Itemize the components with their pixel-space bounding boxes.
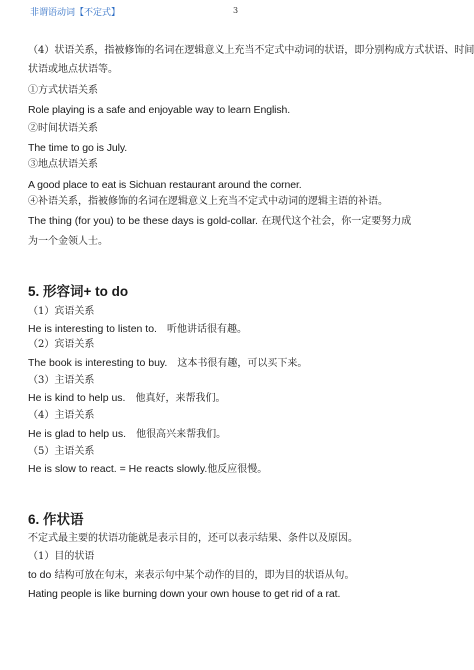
paragraph-line: 状语或地点状语等。 [28, 64, 118, 75]
example-sentence: Hating people is like burning down your own house to get rid of a rat. [28, 588, 341, 600]
example-translation: 为一个金领人士。 [28, 236, 108, 247]
subsection-heading: （4）主语关系 [28, 410, 95, 421]
example-sentence: The time to go is July. [28, 142, 128, 154]
example-translation: 在现代这个社会，你一定要努力成 [261, 216, 412, 227]
section-heading: 5. 形容词+ to do [28, 284, 129, 299]
example-sentence [28, 427, 226, 442]
section-heading: 6. 作状语 [28, 512, 84, 527]
subsection-heading: （1）目的状语 [28, 551, 95, 562]
example-sentence [28, 356, 307, 371]
document-header: 非谓语动词【不定式】 [30, 8, 121, 18]
example-english: He is kind to help us. [28, 392, 126, 404]
subsection-heading: （2）宾语关系 [28, 339, 95, 350]
example-english: The book is interesting to buy. [28, 357, 168, 369]
example-sentence: Role playing is a safe and enjoyable way to learn English. [28, 104, 291, 116]
example-english: He is slow to react. = He reacts slowly. [28, 463, 208, 475]
example-english: He is glad to help us. [28, 428, 127, 440]
example-sentence [28, 322, 247, 337]
subsection-heading: （3）主语关系 [28, 375, 95, 386]
example-translation: 他反应很慢。 [207, 464, 268, 475]
subsection-heading: ①方式状语关系 [28, 85, 98, 96]
rule-chinese: 结构可放在句末，来表示句中某个动作的目的，即为目的状语从句。 [51, 570, 355, 581]
example-translation: 听他讲话很有趣。 [167, 324, 247, 335]
subsection-heading: ③地点状语关系 [28, 159, 98, 170]
subsection-heading: （5）主语关系 [28, 446, 95, 457]
rule-line [28, 568, 355, 583]
example-english: He is interesting to listen to. [28, 323, 157, 335]
example-english: The thing (for you) to be these days is gold-collar. [28, 215, 258, 227]
subsection-heading: （1）宾语关系 [28, 306, 95, 317]
example-translation: 他很高兴来帮我们。 [136, 429, 227, 440]
example-translation: 他真好，来帮我们。 [135, 393, 226, 404]
rule-english: to do [28, 569, 52, 581]
paragraph-line: 不定式最主要的状语功能就是表示目的，还可以表示结果、条件以及原因。 [28, 533, 358, 544]
example-translation: 这本书很有趣，可以买下来。 [177, 358, 308, 369]
paragraph-line: （4）状语关系，指被修饰的名词在逻辑意义上充当不定式中动词的状语，即分别构成方式状语、时间 [28, 45, 474, 56]
subsection-heading: ②时间状语关系 [28, 123, 98, 134]
example-sentence [28, 214, 411, 229]
subsection-heading: ④补语关系，指被修饰的名词在逻辑意义上充当不定式中动词的逻辑主语的补语。 [28, 196, 388, 207]
example-sentence: A good place to eat is Sichuan restaurant around the corner. [28, 179, 302, 191]
example-sentence [28, 391, 225, 406]
example-sentence [28, 462, 267, 477]
page-number: 3 [233, 6, 239, 15]
